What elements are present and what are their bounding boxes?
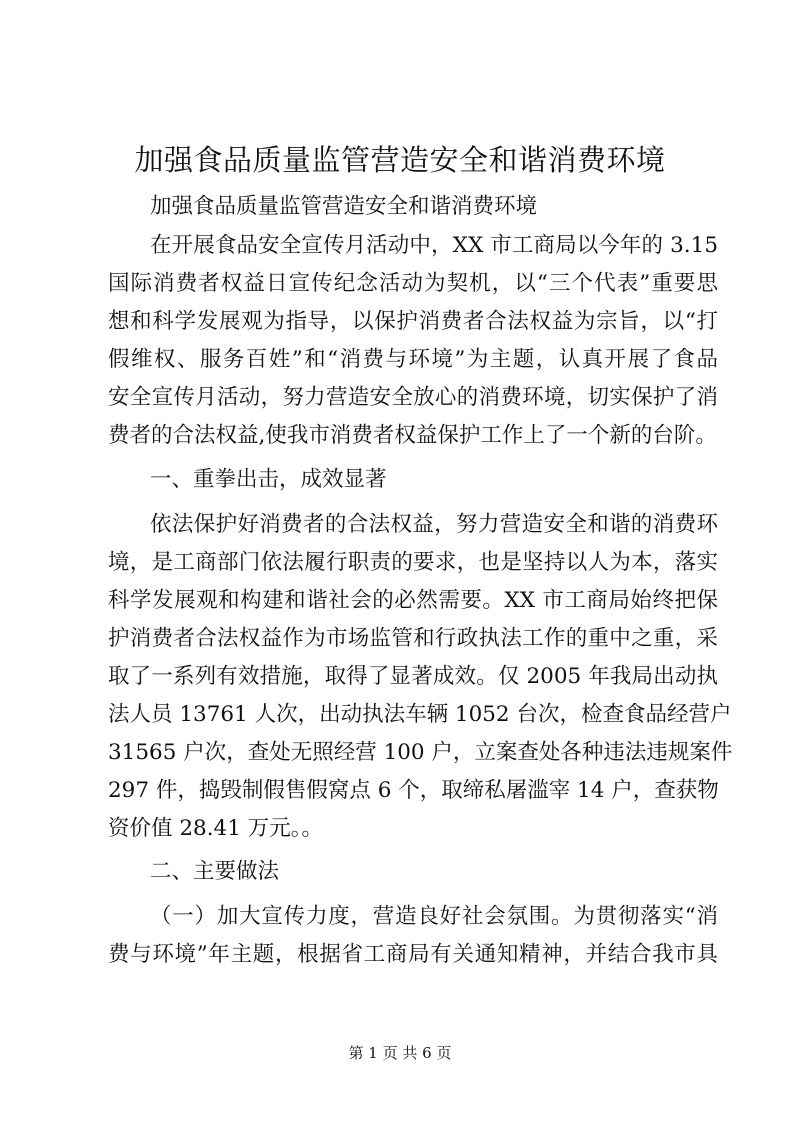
paragraph-line: 境，是工商部门依法履行职责的要求，也是坚持以人为本，落实: [108, 550, 718, 575]
paragraph-line: 依法保护好消费者的合法权益，努力营造安全和谐的消费环: [150, 512, 718, 537]
paragraph-line: 取了一系列有效措施，取得了显著成效。仅 2005 年我局出动执: [108, 664, 718, 689]
document-title: 加强食品质量监管营造安全和谐消费环境: [134, 143, 666, 177]
paragraph-line: 费与环境”年主题，根据省工商局有关通知精神，并结合我市具: [108, 942, 718, 967]
paragraph-line: 国际消费者权益日宣传纪念活动为契机，以“三个代表”重要思: [108, 271, 718, 296]
paragraph-line: 想和科学发展观为指导，以保护消费者合法权益为宗旨，以“打: [108, 309, 718, 334]
paragraph-line: （一）加大宣传力度，营造良好社会氛围。为贯彻落实“消: [150, 904, 718, 929]
subtitle-line: 加强食品质量监管营造安全和谐消费环境: [150, 194, 538, 219]
paragraph-line: 安全宣传月活动，努力营造安全放心的消费环境，切实保护了消: [108, 385, 718, 410]
paragraph-line: 护消费者合法权益作为市场监管和行政执法工作的重中之重，采: [108, 626, 718, 651]
paragraph-line: 297 件，捣毁制假售假窝点 6 个，取缔私屠滥宰 14 户，查获物: [108, 778, 719, 803]
paragraph-line: 在开展食品安全宣传月活动中，XX 市工商局以今年的 3.15: [150, 233, 718, 258]
paragraph-line: 资价值 28.41 万元。。: [108, 816, 323, 841]
section-heading: 一、重拳出击，成效显著: [150, 467, 387, 492]
paragraph-line: 假维权、服务百姓”和“消费与环境”为主题，认真开展了食品: [108, 347, 718, 372]
section-heading: 二、主要做法: [150, 859, 280, 884]
page-footer: 第 1 页 共 6 页: [348, 1044, 452, 1062]
paragraph-line: 法人员 13761 人次，出动执法车辆 1052 台次，检查食品经营户: [108, 702, 732, 727]
paragraph-line: 费者的合法权益,使我市消费者权益保护工作上了一个新的台阶。: [108, 423, 717, 448]
paragraph-line: 科学发展观和构建和谐社会的必然需要。XX 市工商局始终把保: [108, 588, 718, 613]
paragraph-line: 31565 户次，查处无照经营 100 户，立案查处各种违法违规案件: [108, 740, 733, 765]
